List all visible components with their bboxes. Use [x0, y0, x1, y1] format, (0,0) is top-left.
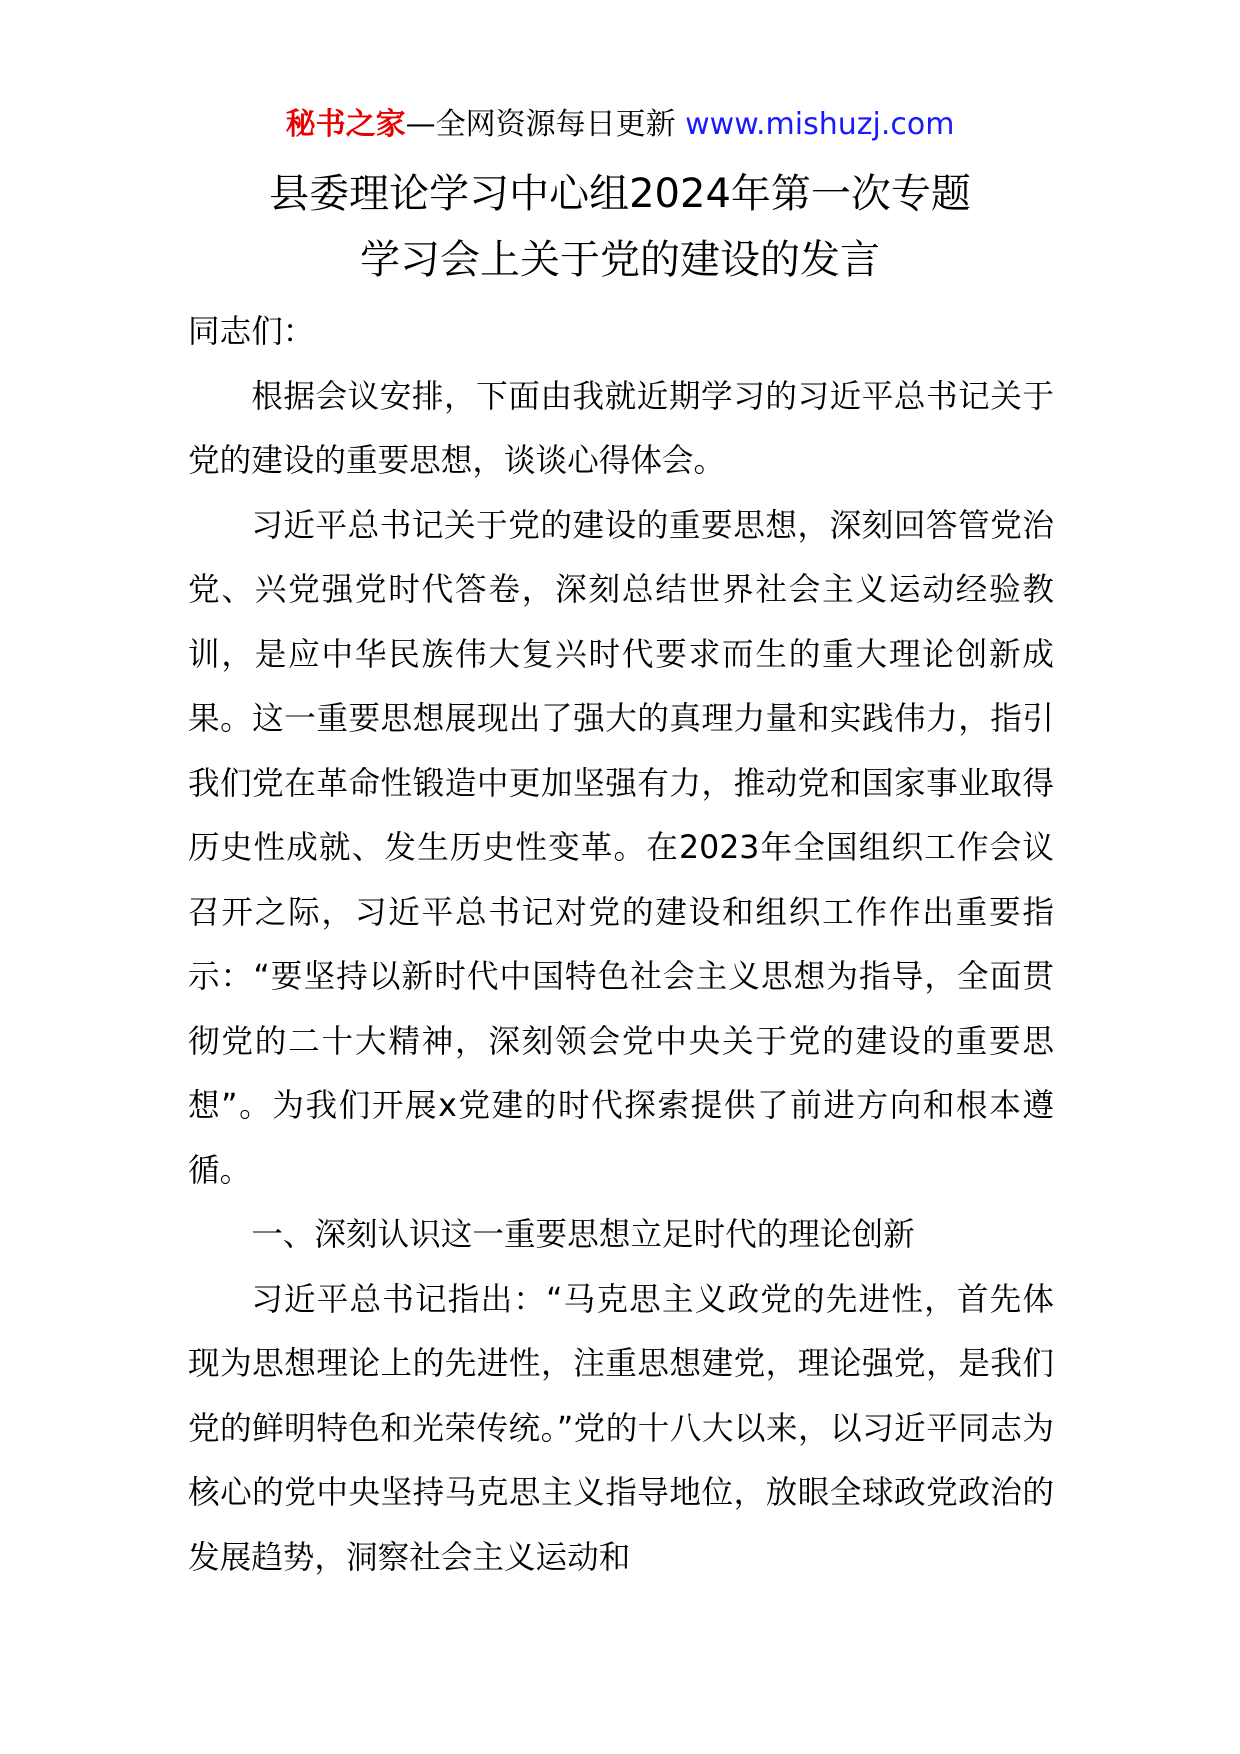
brand-name: 秘书之家 — [285, 107, 406, 142]
document-title-line-1: 县委理论学习中心组2024年第一次专题 — [269, 171, 971, 217]
paragraph-section-1: 习近平总书记指出：“马克思主义政党的先进性，首先体现为思想理论上的先进性，注重思想建党，理论强党，是我们党的鲜明特色和光荣传统。”党的十八大以来，以习近平同志为核心的党中央坚持马克思主义指导地位，放眼全球政党政治的发展趋势，洞察社会主义运动和 — [188, 1281, 1054, 1576]
paragraph-overview: 习近平总书记关于党的建设的重要思想，深刻回答管党治党、兴党强党时代答卷，深刻总结世界社会主义运动经验教训，是应中华民族伟大复兴时代要求而生的重大理论创新成果。这一重要思想展现出了强大的真理力量和实践伟力，指引我们党在革命性锻造中更加坚强有力，推动党和国家事业取得历史性成就、发生历史性变革。在2023年全国组织工作会议召开之际，习近平总书记对党的建设和组织工作作出重要指示：“要坚持以新时代中国特色社会主义思想为指导，全面贯彻党的二十大精神，深刻领会党中央关于党的建设的重要思想”。为我们开展x党建的时代探索提供了前进方向和根本遵循。 — [188, 507, 1054, 1189]
section-heading-1: 一、深刻认识这一重要思想立足时代的理论创新 — [251, 1217, 915, 1253]
document-body — [188, 300, 1054, 1590]
site-url-link[interactable]: www.mishuzj.com — [685, 107, 955, 142]
document-title-line-2: 学习会上关于党的建设的发言 — [360, 237, 880, 283]
salutation: 同志们： — [188, 314, 315, 350]
banner-slogan: —全网资源每日更新 — [405, 107, 676, 142]
paragraph-intro: 根据会议安排，下面由我就近期学习的习近平总书记关于党的建设的重要思想，谈谈心得体会。 — [188, 378, 1054, 479]
site-banner — [0, 103, 1240, 147]
